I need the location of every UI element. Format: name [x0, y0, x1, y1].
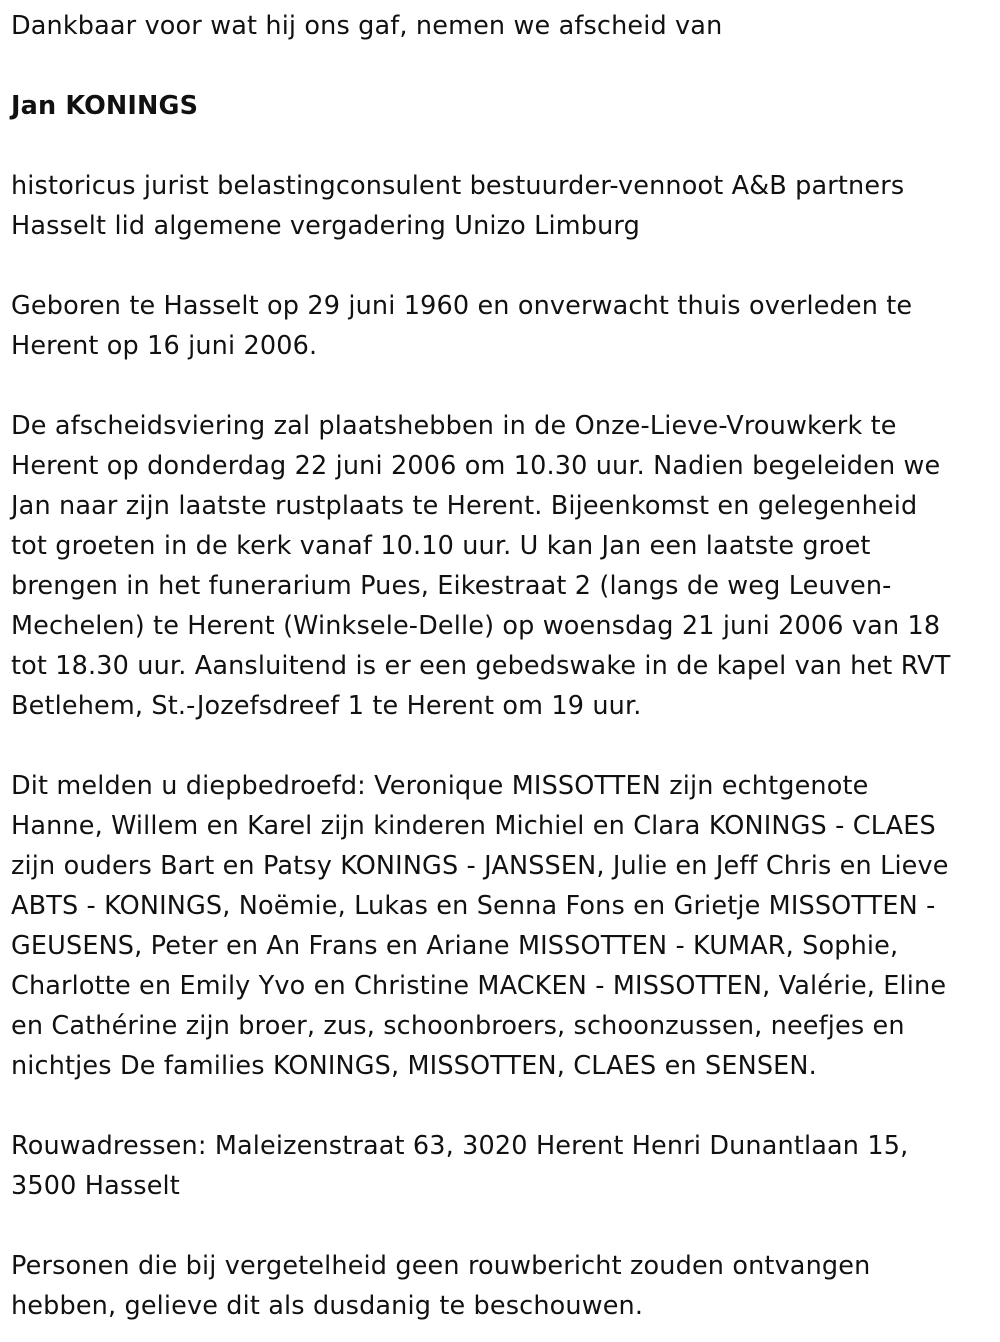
ceremony-line: Betlehem, St.-Jozefsdreef 1 te Herent om 19 uur.	[11, 691, 642, 721]
ceremony-line: Mechelen) te Herent (Winksele-Delle) op woensdag 21 juni 2006 van 18	[11, 611, 941, 641]
mourners-line: ABTS - KONINGS, Noëmie, Lukas en Senna Fons en Grietje MISSOTTEN -	[11, 891, 936, 921]
intro-paragraph	[11, 6, 986, 46]
ceremony-line: Herent op donderdag 22 juni 2006 om 10.30 uur. Nadien begeleiden we	[11, 451, 941, 481]
mourners-line: zijn ouders Bart en Patsy KONINGS - JANSSEN, Julie en Jeff Chris en Lieve	[11, 851, 949, 881]
ceremony-paragraph	[11, 406, 986, 726]
ceremony-line: De afscheidsviering zal plaatshebben in de Onze-Lieve-Vrouwkerk te	[11, 411, 897, 441]
ceremony-line: brengen in het funerarium Pues, Eikestraat 2 (langs de weg Leuven-	[11, 571, 892, 601]
address-line: Rouwadressen: Maleizenstraat 63, 3020 Herent Henri Dunantlaan 15,	[11, 1131, 909, 1161]
mourners-line: Charlotte en Emily Yvo en Christine MACKEN - MISSOTTEN, Valérie, Eline	[11, 971, 947, 1001]
closing-line: Personen die bij vergetelheid geen rouwbericht zouden ontvangen	[11, 1251, 871, 1281]
obituary-notice	[11, 6, 986, 1326]
birth-death-line: Herent op 16 juni 2006.	[11, 331, 318, 361]
mourners-line: en Cathérine zijn broer, zus, schoonbroers, schoonzussen, neefjes en	[11, 1011, 905, 1041]
deceased-name	[11, 86, 986, 126]
occupation-paragraph	[11, 166, 986, 246]
occupation-line: historicus jurist belastingconsulent bestuurder-vennoot A&B partners	[11, 171, 905, 201]
ceremony-line: tot groeten in de kerk vanaf 10.10 uur. U kan Jan een laatste groet	[11, 531, 871, 561]
birth-death-paragraph	[11, 286, 986, 366]
address-line: 3500 Hasselt	[11, 1171, 180, 1201]
ceremony-line: Jan naar zijn laatste rustplaats te Herent. Bijeenkomst en gelegenheid	[11, 491, 918, 521]
closing-line: hebben, gelieve dit als dusdanig te beschouwen.	[11, 1291, 644, 1321]
addresses-paragraph	[11, 1126, 986, 1206]
mourners-line: nichtjes De families KONINGS, MISSOTTEN, CLAES en SENSEN.	[11, 1051, 817, 1081]
mourners-line: Dit melden u diepbedroefd: Veronique MISSOTTEN zijn echtgenote	[11, 771, 869, 801]
closing-paragraph	[11, 1246, 986, 1326]
mourners-paragraph	[11, 766, 986, 1086]
birth-death-line: Geboren te Hasselt op 29 juni 1960 en onverwacht thuis overleden te	[11, 291, 913, 321]
deceased-name-text: Jan KONINGS	[11, 91, 199, 121]
ceremony-line: tot 18.30 uur. Aansluitend is er een gebedswake in de kapel van het RVT	[11, 651, 951, 681]
occupation-line: Hasselt lid algemene vergadering Unizo Limburg	[11, 211, 640, 241]
intro-line: Dankbaar voor wat hij ons gaf, nemen we afscheid van	[11, 11, 723, 41]
mourners-line: Hanne, Willem en Karel zijn kinderen Michiel en Clara KONINGS - CLAES	[11, 811, 936, 841]
mourners-line: GEUSENS, Peter en An Frans en Ariane MISSOTTEN - KUMAR, Sophie,	[11, 931, 899, 961]
